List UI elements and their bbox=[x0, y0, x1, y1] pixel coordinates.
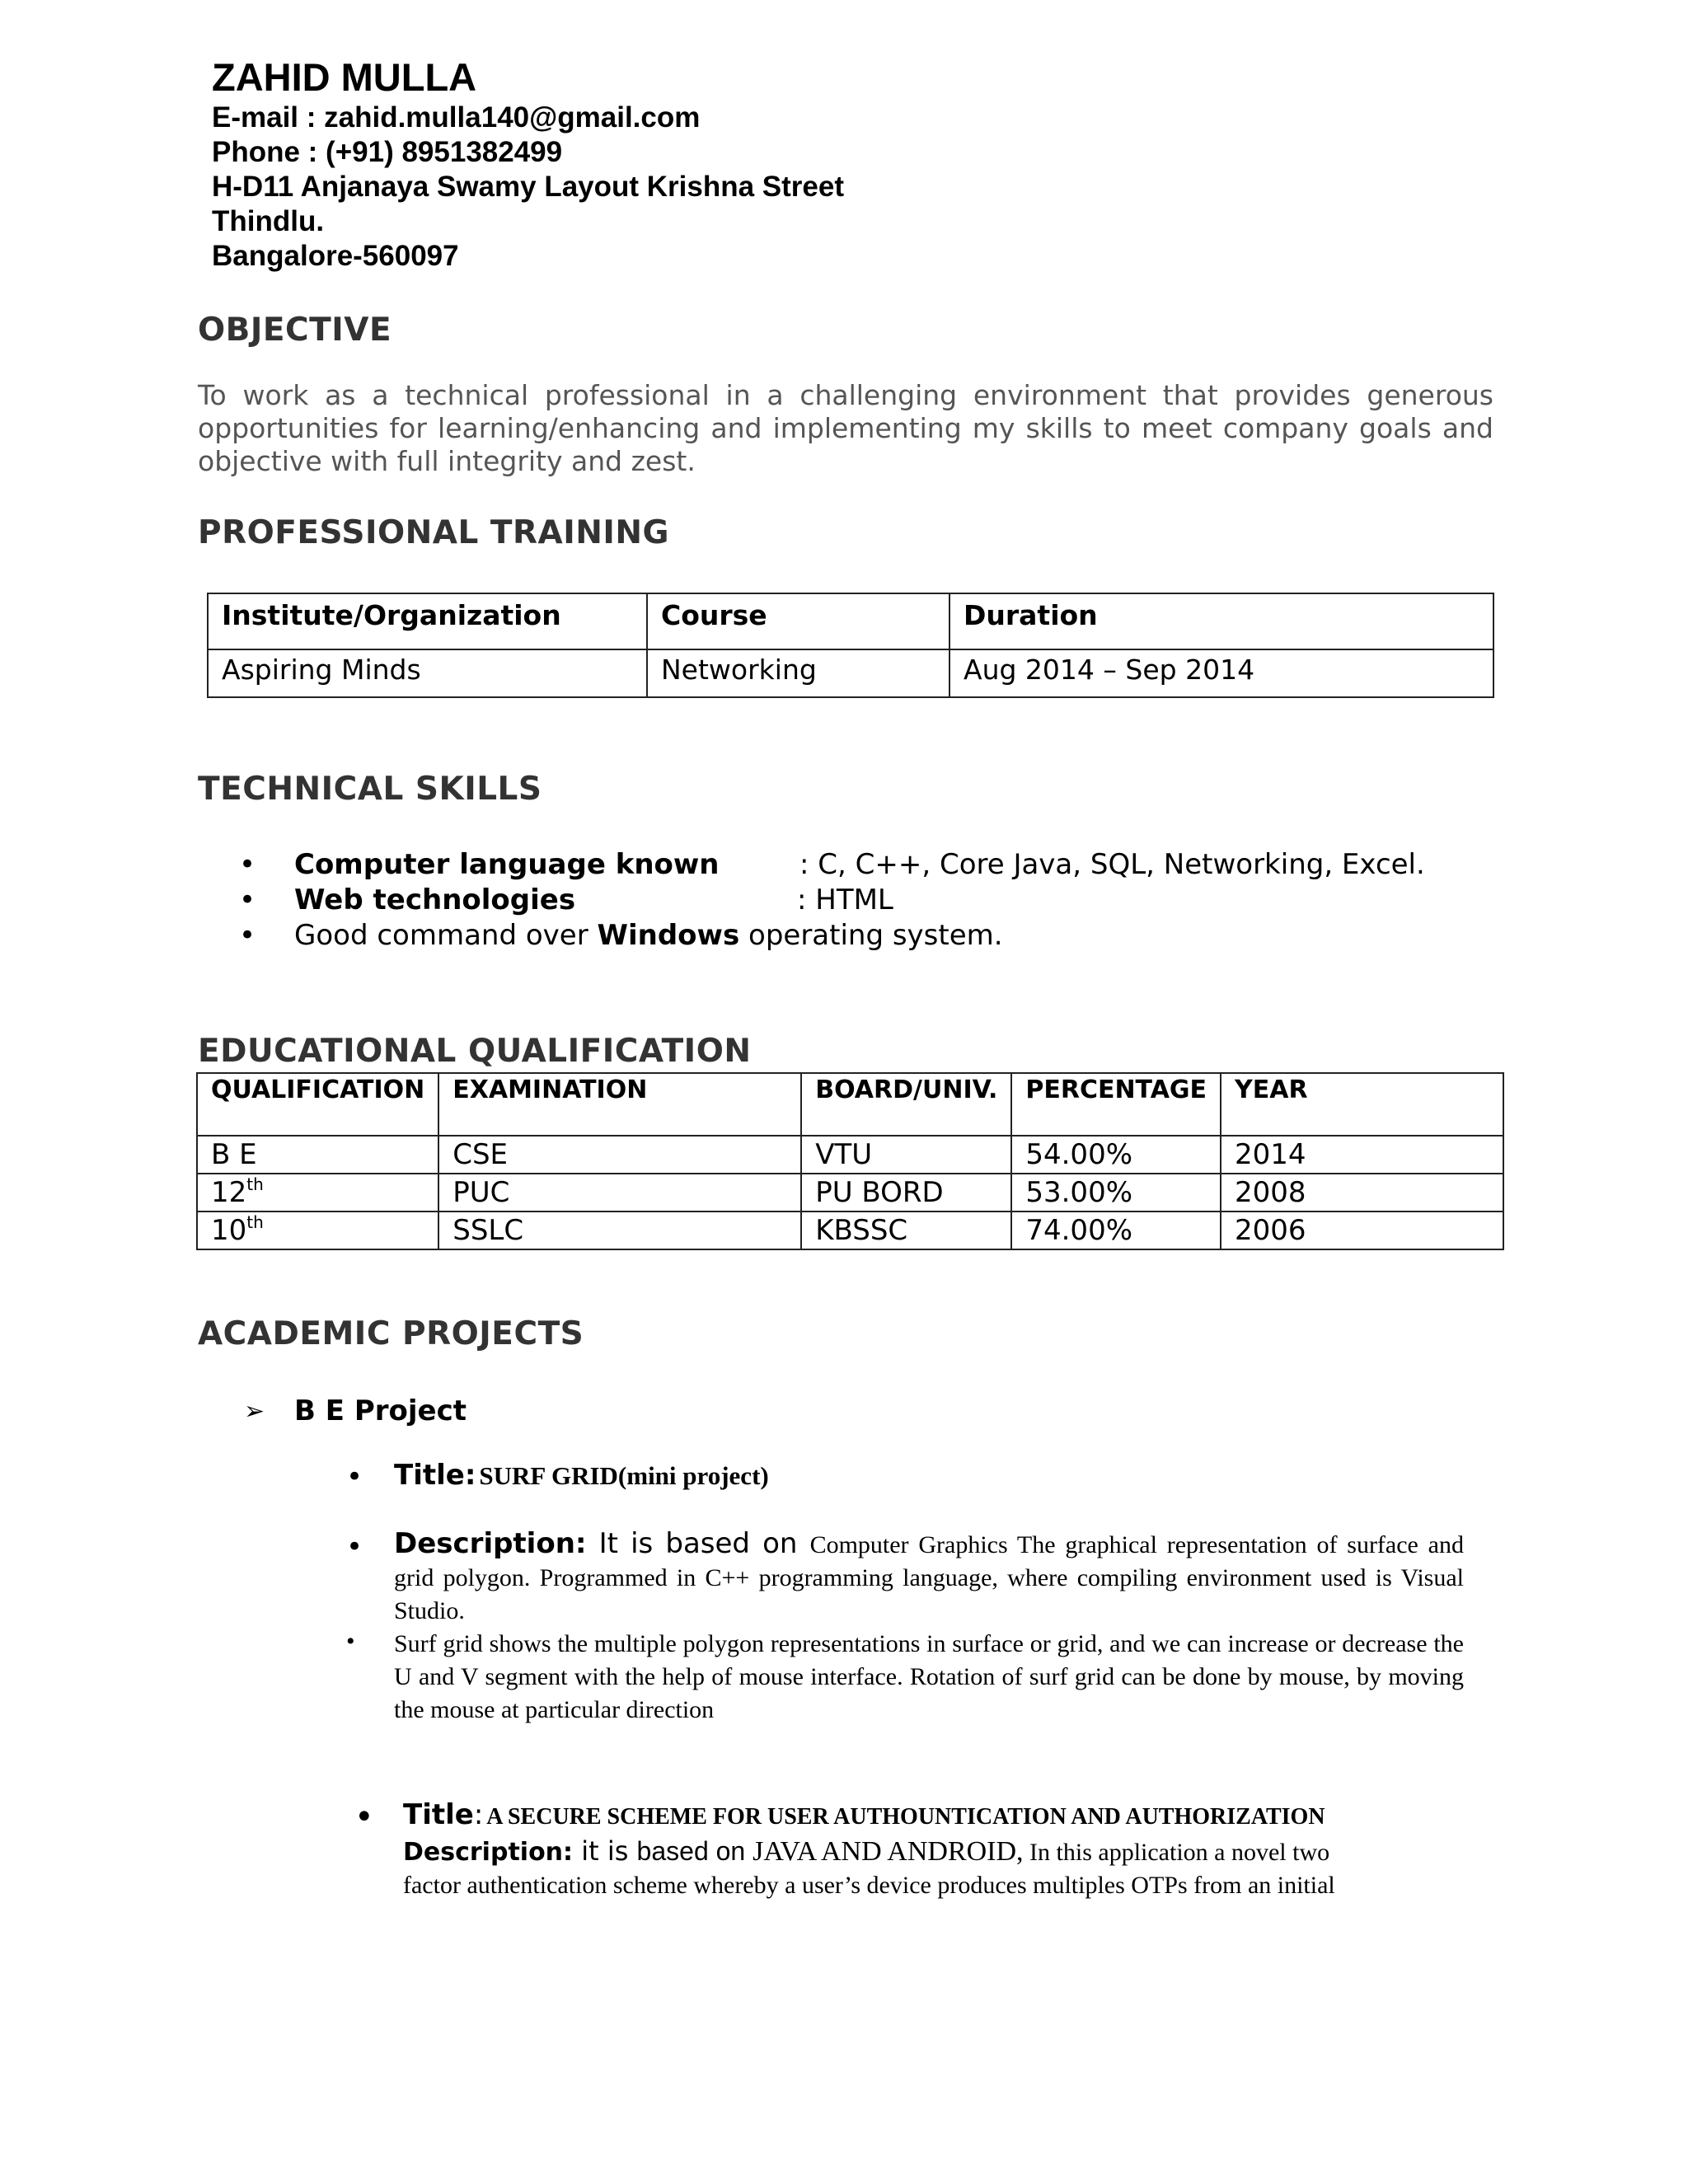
edu-col-qualification: QUALIFICATION bbox=[197, 1073, 438, 1136]
edu-cell-board: PU BORD bbox=[801, 1174, 1011, 1212]
edu-cell-examination: CSE bbox=[438, 1136, 801, 1174]
edu-col-percentage: PERCENTAGE bbox=[1011, 1073, 1221, 1136]
list-item bbox=[239, 847, 1475, 883]
address-line-3: Bangalore-560097 bbox=[212, 240, 459, 272]
project1-title bbox=[394, 1459, 769, 1492]
project1-title-text: SURF GRID(mini project) bbox=[479, 1461, 769, 1490]
project1-desc-lead: It is based on bbox=[586, 1527, 810, 1560]
training-cell-course: Networking bbox=[647, 649, 950, 697]
edu-qual-sup: th bbox=[246, 1174, 264, 1194]
projects-heading: ACADEMIC PROJECTS bbox=[198, 1315, 584, 1352]
project1-desc-text: Computer Graphics The graphical representation of surface and grid polygon. Programmed in C++ programming language, where compiling environment used is Visual Studio. bbox=[394, 1531, 1464, 1624]
education-table bbox=[196, 1072, 1504, 1250]
project2-desc-lead: it is bbox=[573, 1835, 637, 1867]
skill-windows bbox=[294, 918, 1003, 954]
training-col-duration: Duration bbox=[950, 593, 1493, 649]
education-header-row bbox=[197, 1073, 1503, 1136]
table-row bbox=[197, 1174, 1503, 1212]
project1-desc-label: Description: bbox=[394, 1527, 587, 1560]
training-col-course: Course bbox=[647, 593, 950, 649]
edu-cell-qualification bbox=[197, 1174, 438, 1212]
list-item bbox=[239, 883, 1475, 918]
training-header-row bbox=[208, 593, 1493, 649]
project2-desc-based: based on bbox=[636, 1836, 753, 1866]
bullet-icon: • bbox=[239, 848, 256, 881]
education-heading: EDUCATIONAL QUALIFICATION bbox=[198, 1033, 752, 1070]
objective-heading: OBJECTIVE bbox=[198, 312, 392, 349]
arrow-bullet-icon: ➢ bbox=[244, 1397, 265, 1426]
project2-title-label: Title bbox=[403, 1798, 474, 1831]
edu-cell-examination: SSLC bbox=[438, 1212, 801, 1249]
project2-desc-rest: In this application a novel two bbox=[1023, 1839, 1330, 1866]
bullet-icon: • bbox=[239, 919, 256, 952]
project2-description-2: factor authentication scheme whereby a user’s device produces multiples OTPs from an initial bbox=[403, 1872, 1335, 1899]
edu-qual-text: 12 bbox=[211, 1176, 247, 1209]
edu-cell-percentage: 74.00% bbox=[1011, 1212, 1221, 1249]
address-line-1: H-D11 Anjanaya Swamy Layout Krishna Street bbox=[212, 171, 845, 203]
table-row bbox=[197, 1212, 1503, 1249]
edu-cell-qualification bbox=[197, 1212, 438, 1249]
project2-title bbox=[403, 1798, 1325, 1831]
skill-value-web: : HTML bbox=[797, 883, 893, 916]
edu-qual-text: 10 bbox=[211, 1214, 247, 1247]
training-table bbox=[207, 593, 1494, 698]
edu-cell-year: 2006 bbox=[1221, 1212, 1503, 1249]
objective-text: To work as a technical professional in a challenging environment that provides generous opportunities for learning/enhancing and implementing my skills to meet company goals and objective with full integrity and zest. bbox=[198, 379, 1493, 477]
project2-title-text: A SECURE SCHEME FOR USER AUTHOUNTICATION AND AUTHORIZATION bbox=[486, 1804, 1325, 1830]
bullet-icon: • bbox=[346, 1460, 363, 1493]
edu-cell-examination: PUC bbox=[438, 1174, 801, 1212]
project2-title-colon: : bbox=[473, 1798, 484, 1831]
bullet-icon: • bbox=[346, 1530, 363, 1563]
skill-windows-post: operating system. bbox=[739, 919, 1003, 952]
edu-cell-board: KBSSC bbox=[801, 1212, 1011, 1249]
table-row bbox=[197, 1136, 1503, 1174]
edu-cell-qualification bbox=[197, 1136, 438, 1174]
edu-col-year: YEAR bbox=[1221, 1073, 1503, 1136]
skills-list bbox=[239, 847, 1475, 954]
candidate-name: ZAHID MULLA bbox=[212, 55, 477, 99]
address-line-2: Thindlu. bbox=[212, 205, 325, 237]
edu-cell-percentage: 53.00% bbox=[1011, 1174, 1221, 1212]
project1-description bbox=[394, 1527, 1464, 1628]
project1-title-label: Title: bbox=[394, 1459, 476, 1492]
email-line: E-mail : zahid.mulla140@gmail.com bbox=[212, 101, 701, 134]
bullet-icon: • bbox=[346, 1628, 355, 1655]
edu-qual-sup: th bbox=[246, 1212, 264, 1232]
skill-windows-bold: Windows bbox=[597, 919, 740, 952]
bullet-icon: • bbox=[354, 1798, 374, 1836]
project-group-title: B E Project bbox=[294, 1394, 467, 1427]
edu-cell-percentage: 54.00% bbox=[1011, 1136, 1221, 1174]
edu-qual-text: B E bbox=[211, 1138, 257, 1171]
edu-cell-board: VTU bbox=[801, 1136, 1011, 1174]
training-cell-duration: Aug 2014 – Sep 2014 bbox=[950, 649, 1493, 697]
edu-col-examination: EXAMINATION bbox=[438, 1073, 801, 1136]
skill-label-languages: Computer language known bbox=[294, 848, 720, 881]
skill-label-web: Web technologies bbox=[294, 883, 576, 916]
list-item bbox=[239, 918, 1475, 954]
edu-col-board: BOARD/UNIV. bbox=[801, 1073, 1011, 1136]
edu-cell-year: 2014 bbox=[1221, 1136, 1503, 1174]
skills-heading: TECHNICAL SKILLS bbox=[198, 771, 542, 808]
project2-description bbox=[403, 1835, 1329, 1869]
phone-line: Phone : (+91) 8951382499 bbox=[212, 136, 563, 168]
training-heading: PROFESSIONAL TRAINING bbox=[198, 514, 670, 551]
training-col-institute: Institute/Organization bbox=[208, 593, 647, 649]
skill-windows-pre: Good command over bbox=[294, 919, 598, 952]
table-row bbox=[208, 649, 1493, 697]
skill-value-languages: : C, C++, Core Java, SQL, Networking, Excel. bbox=[799, 848, 1425, 881]
bullet-icon: • bbox=[239, 883, 256, 916]
project2-desc-tech: JAVA AND ANDROID, bbox=[753, 1836, 1024, 1867]
edu-cell-year: 2008 bbox=[1221, 1174, 1503, 1212]
project2-desc-label: Description: bbox=[403, 1838, 574, 1867]
project1-description-2: Surf grid shows the multiple polygon representations in surface or grid, and we can increase or decrease the U and V segment with the help of mouse interface. Rotation of surf grid can be done by mouse, by moving the mouse at particular direction bbox=[394, 1630, 1464, 1723]
training-cell-institute: Aspiring Minds bbox=[208, 649, 647, 697]
